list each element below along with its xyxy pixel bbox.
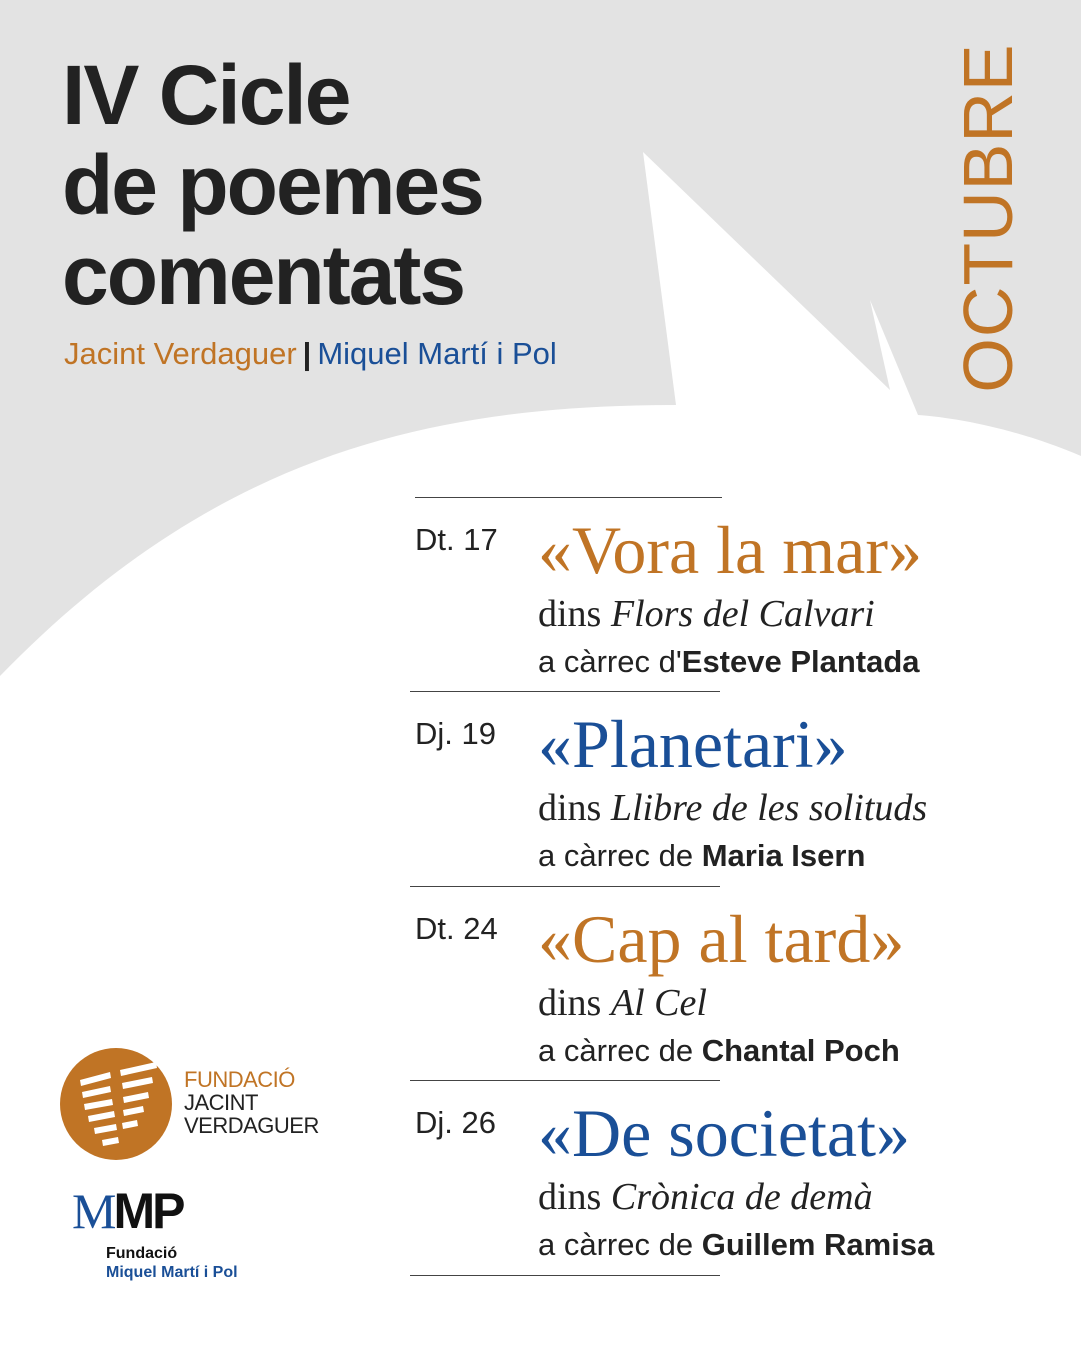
event-speaker xyxy=(538,1033,900,1069)
poem-title: «Planetari» xyxy=(538,706,848,782)
fundacio-jacint-verdaguer-logo-text xyxy=(184,1068,319,1137)
event-date: Dj. 19 xyxy=(415,716,496,751)
mmp-mark-rest: MP xyxy=(113,1183,183,1239)
speaker-name: Maria Isern xyxy=(701,838,866,873)
title-line-1: IV Cicle xyxy=(62,48,350,142)
event-speaker xyxy=(538,1227,934,1263)
event-speaker xyxy=(538,838,865,874)
title-line-2: de poemes xyxy=(62,138,483,232)
poem-book xyxy=(538,592,875,636)
speaker-prefix: a càrrec d' xyxy=(538,644,682,679)
mmp-line-2: Miquel Martí i Pol xyxy=(106,1264,238,1281)
speaker-prefix: a càrrec de xyxy=(538,838,702,873)
poem-book xyxy=(538,786,927,830)
divider xyxy=(410,1080,720,1081)
divider xyxy=(410,1275,720,1276)
book-prefix: dins xyxy=(538,593,611,635)
book-prefix: dins xyxy=(538,982,611,1024)
book-title: Flors del Calvari xyxy=(610,593,875,635)
title-line-3: comentats xyxy=(62,228,465,322)
logo-line-1: FUNDACIÓ xyxy=(184,1067,295,1092)
speaker-name: Guillem Ramisa xyxy=(701,1227,935,1262)
book-prefix: dins xyxy=(538,787,611,829)
poem-title: «Cap al tard» xyxy=(538,901,905,977)
speaker-prefix: a càrrec de xyxy=(538,1033,702,1068)
poem-title: «Vora la mar» xyxy=(538,512,922,588)
speaker-name: Chantal Poch xyxy=(701,1033,900,1068)
fundacio-miquel-marti-i-pol-logo xyxy=(72,1183,238,1281)
event-date: Dt. 24 xyxy=(415,911,498,946)
author-miquel-marti-i-pol: Miquel Martí i Pol xyxy=(317,336,557,371)
poem-book xyxy=(538,981,707,1025)
poem-title: «De societat» xyxy=(538,1095,910,1171)
divider xyxy=(415,497,722,498)
event-date: Dt. 17 xyxy=(415,522,498,557)
logo-line-3: VERDAGUER xyxy=(184,1113,319,1138)
speaker-prefix: a càrrec de xyxy=(538,1227,702,1262)
speaker-name: Esteve Plantada xyxy=(681,644,920,679)
mmp-mark-m: M xyxy=(72,1183,114,1239)
author-separator: | xyxy=(302,336,312,371)
book-title: Llibre de les solituds xyxy=(610,787,928,829)
mmp-mark xyxy=(72,1183,183,1239)
book-prefix: dins xyxy=(538,1176,611,1218)
divider xyxy=(410,691,720,692)
authors-subtitle xyxy=(64,336,557,372)
book-title: Crònica de demà xyxy=(610,1176,873,1218)
poem-book xyxy=(538,1175,873,1219)
month-label: OCTUBRE xyxy=(949,43,1027,393)
mmp-logo-text xyxy=(106,1244,238,1282)
mmp-line-1: Fundació xyxy=(106,1245,178,1262)
author-jacint-verdaguer: Jacint Verdaguer xyxy=(64,336,297,371)
event-date: Dj. 26 xyxy=(415,1105,496,1140)
fundacio-jacint-verdaguer-logo-icon xyxy=(60,1048,172,1160)
page-title xyxy=(62,50,483,320)
logo-line-2: JACINT xyxy=(184,1090,258,1115)
divider xyxy=(410,886,720,887)
book-title: Al Cel xyxy=(610,982,707,1024)
event-speaker xyxy=(538,644,920,680)
